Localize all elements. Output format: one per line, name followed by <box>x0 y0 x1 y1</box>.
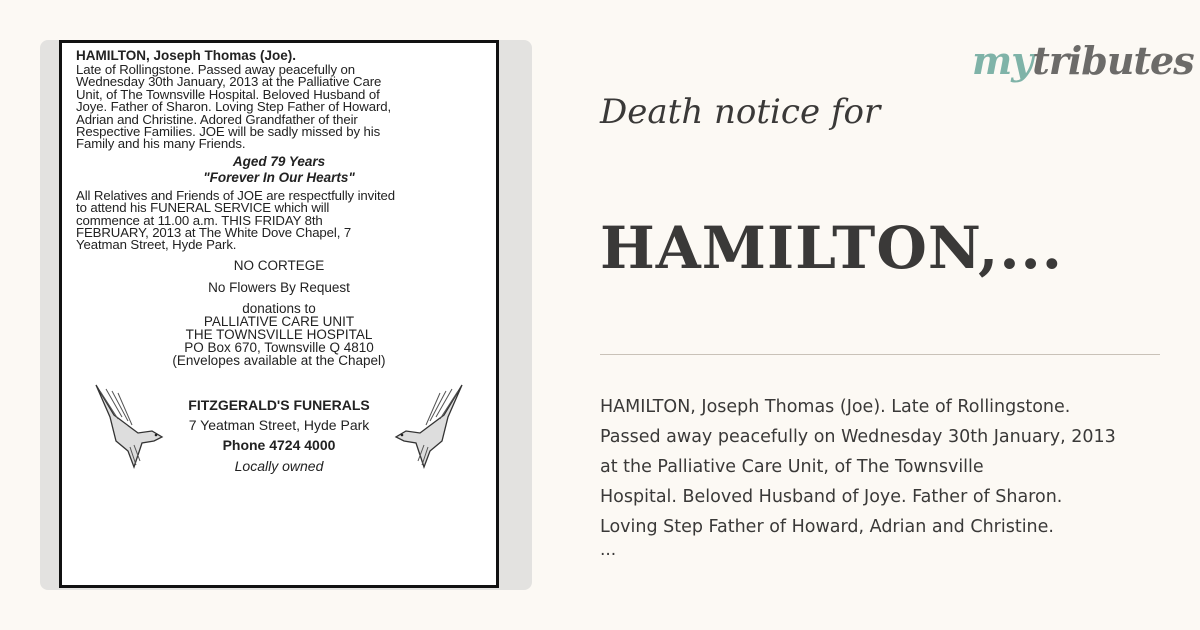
summary-line: HAMILTON, Joseph Thomas (Joe). Late of Rollingstone. <box>600 397 1071 417</box>
notice-line: to attend his FUNERAL SERVICE which will <box>76 200 330 216</box>
brand-suffix: tributes <box>1032 38 1194 83</box>
funeral-home-tagline: Locally owned <box>234 457 324 474</box>
notice-line: THE TOWNSVILLE HOSPITAL <box>185 326 373 342</box>
funeral-home-block <box>76 385 482 485</box>
notice-line: Adrian and Christine. Adored Grandfather of their <box>76 111 358 127</box>
notice-line: (Envelopes available at the Chapel) <box>172 352 386 368</box>
notice-line: Yeatman Street, Hyde Park. <box>76 237 237 253</box>
page-subtitle: Death notice for <box>600 92 881 132</box>
notice-line: FEBRUARY, 2013 at The White Dove Chapel, 7 <box>76 225 352 241</box>
notice-line: Late of Rollingstone. Passed away peacefully on <box>76 62 356 77</box>
funeral-home-address: 7 Yeatman Street, Hyde Park <box>188 416 370 433</box>
notice-line: commence at 11.00 a.m. THIS FRIDAY 8th <box>76 212 323 228</box>
notice-quote: "Forever In Our Hearts" <box>203 169 355 185</box>
notice-no-flowers: No Flowers By Request <box>208 279 350 295</box>
notice-line: Family and his many Friends. <box>76 136 246 152</box>
notice-line: PO Box 670, Townsville Q 4810 <box>184 339 374 355</box>
notice-no-cortege: NO CORTEGE <box>233 257 325 273</box>
notice-line: Wednesday 30th January, 2013 at the Palliative Care <box>76 74 382 90</box>
dove-icon <box>386 381 466 475</box>
notice-line: All Relatives and Friends of JOE are respectfully invited <box>76 187 396 203</box>
death-notice-image <box>59 40 499 588</box>
notice-name: HAMILTON, Joseph Thomas (Joe). <box>76 48 297 63</box>
summary-line: at the Palliative Care Unit, of The Townsville <box>600 457 984 477</box>
dove-icon <box>92 381 172 475</box>
summary-line: Hospital. Beloved Husband of Joye. Father of Sharon. <box>600 487 1063 507</box>
brand-logo[interactable] <box>972 38 1194 83</box>
funeral-home-name: FITZGERALD'S FUNERALS <box>188 396 370 413</box>
notice-service <box>76 187 482 253</box>
notice-donations <box>76 302 482 367</box>
funeral-home-phone: Phone 4724 4000 <box>222 436 336 453</box>
deceased-name: HAMILTON,... <box>600 214 1063 282</box>
brand-prefix: my <box>972 38 1033 83</box>
notice-body <box>76 64 482 151</box>
notice-line: donations to <box>242 300 316 316</box>
summary-more: ... <box>600 540 617 560</box>
notice-line: Unit, of The Townsville Hospital. Beloved Husband of <box>76 86 380 102</box>
notice-summary <box>600 392 1190 542</box>
notice-line: Respective Families. JOE will be sadly missed by his <box>76 124 381 140</box>
summary-line: Loving Step Father of Howard, Adrian and Christine. <box>600 517 1054 537</box>
summary-line: Passed away peacefully on Wednesday 30th January, 2013 <box>600 427 1116 447</box>
notice-age: Aged 79 Years <box>232 153 326 169</box>
divider <box>600 354 1160 355</box>
notice-line: PALLIATIVE CARE UNIT <box>203 313 355 329</box>
notice-line: Joye. Father of Sharon. Loving Step Father of Howard, <box>76 99 392 115</box>
